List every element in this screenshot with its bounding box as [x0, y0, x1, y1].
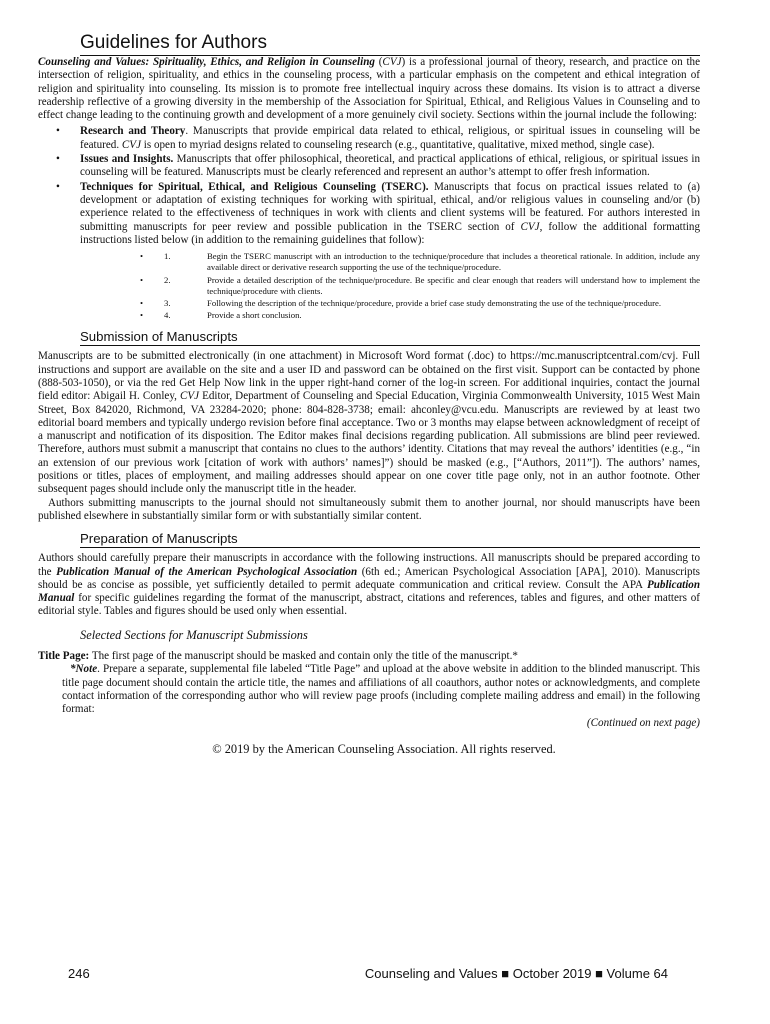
submission-heading: Submission of Manuscripts: [80, 329, 700, 346]
step-text: Following the description of the technique/procedure, provide a brief case study demonstrating the use of the technique/procedure.: [207, 297, 662, 308]
list-item: [122, 310, 700, 321]
intro-text: ) is a professional journal of theory, research, and practice on the intersection of religion, spirituality, and ethics in the counseling process, with a particular emphasis on the competent and ethical integration of religion and spirituality into counseling. Its mission is to promote free intellectual inquiry across these domains. Its vision is to attract a diverse readership reflective of a growing diversity in the membership of the Association for Spiritual, Ethical, and Religious Values in Counseling and to effect change leading to the continuing growth and development of a more genuinely civil society. Sections within the journal include the following:: [38, 56, 700, 122]
publication-manual-short: Publication Manual: [38, 578, 700, 605]
step-number: • 2.: [164, 274, 171, 285]
list-item: [122, 298, 700, 309]
journal-abbrev: CVJ: [179, 390, 200, 403]
submission-paragraph: [38, 350, 700, 496]
page-footer: [68, 966, 668, 982]
section-text: is open to myriad designs related to counseling research (e.g., quantitative, qualitative, mixed method, single case).: [141, 138, 655, 151]
section-italic: CVJ: [520, 220, 540, 233]
preparation-text: for specific guidelines regarding the format of the manuscript, abstract, citations and references, tables and figures, and other matters of editorial style. Tables and figures should be used only when essential.: [38, 592, 700, 618]
preparation-text: Authors should carefully prepare their manuscripts in accordance with the following instructions. All manuscripts should be prepared according to the: [38, 552, 700, 578]
step-text: Begin the TSERC manuscript with an introduction to the technique/procedure that includes a theoretical rationale. In addition, include any available direct or derivative research supporting the use of the technique/procedure.: [207, 251, 700, 273]
submission-text: Manuscripts are to be submitted electronically (in one attachment) in Microsoft Word format (.doc) to https://mc.manuscriptcentral.com/cvj. Full instructions and support are available on the site and a user ID and password can be obtained on the first visit. Support can be contacted by phone (888-503-1050), or via the red Get Help Now link in the upper right-hand corner of the log-in screen. For additional inquiries, contact the journal field editor: Abigail H. Conley,: [38, 350, 700, 403]
section-term: Techniques for Spiritual, Ethical, and Religious Counseling (TSERC).: [80, 180, 429, 193]
section-text: Manuscripts that focus on practical issues related to (a) development or adaptation of existing techniques for working with spiritual, ethical, and/or religious values in counseling and/or (b) experience related to the effectiveness of techniques in work with clients and client systems will be featured. For authors interested in submitting manuscripts for peer review and possible publication in the TSERC section of: [80, 180, 700, 233]
document-page: [38, 32, 700, 756]
note-text: . Prepare a separate, supplemental file labeled “Title Page” and upload at the above website in addition to the blinded manuscript. This title page document should contain the article title, the names and affiliations of all coauthors, author notes or acknowledgments, and complete contact information of the corresponding author who will review page proofs (including complete mailing address and email) in the following format:: [62, 663, 700, 716]
section-issues-insights: [38, 153, 700, 180]
page-number: 246: [68, 966, 90, 981]
section-term: Issues and Insights.: [80, 153, 174, 166]
sections-list: [38, 125, 700, 321]
preparation-heading: Preparation of Manuscripts: [80, 531, 700, 548]
step-number: • 1.: [164, 251, 171, 262]
step-number: • 4.: [164, 310, 171, 321]
continued-note: (Continued on next page): [586, 716, 700, 729]
publication-manual-title: Publication Manual of the American Psychological Association: [56, 565, 358, 578]
list-item: [122, 251, 700, 273]
copyright-notice: © 2019 by the American Counseling Association. All rights reserved.: [212, 741, 556, 756]
title-page-text: The first page of the manuscript should be masked and contain only the title of the manuscript.*: [89, 650, 518, 663]
journal-info: Counseling and Values ■ October 2019 ■ Volume 64: [364, 966, 668, 981]
step-text: Provide a detailed description of the technique/procedure. Be specific and clear enough that readers will understand how to implement the technique/procedure with clients.: [207, 274, 700, 296]
journal-name: Counseling and Values: Spirituality, Ethics, and Religion in Counseling: [38, 56, 375, 68]
preparation-paragraph: [38, 552, 700, 618]
page-title: Guidelines for Authors: [80, 32, 700, 56]
list-item: [122, 275, 700, 297]
note-paragraph: [38, 663, 700, 716]
selected-sections-subheading: Selected Sections for Manuscript Submissions: [80, 627, 308, 642]
title-page-label: Title Page:: [38, 650, 90, 663]
intro-abbrev-open: (: [374, 56, 383, 68]
step-text: Provide a short conclusion.: [207, 310, 302, 321]
section-text: , follow the additional formatting instructions listed below (in addition to the remaining guidelines that follow):: [80, 220, 700, 246]
preparation-text: (6th ed.; American Psychological Association [APA], 2010). Manuscripts should be as concise as possible, yet sufficiently detailed to permit adequate communication and critical review. Consult the APA: [38, 565, 700, 591]
submission-paragraph-2: Authors submitting manuscripts to the journal should not simultaneously submit them to another journal, nor should manuscripts have been published elsewhere in substantially similar form or with substantially similar content.: [38, 496, 700, 522]
section-text: Manuscripts that offer philosophical, theoretical, and practical applications of ethical, religious, or spiritual issues in counseling will be featured. Manuscripts must be clearly referenced and represent an author’s attempt to offer fresh information.: [80, 153, 700, 179]
journal-abbrev: CVJ: [382, 56, 402, 68]
note-label: *Note: [70, 663, 98, 676]
section-research-theory: [38, 125, 700, 152]
section-italic: CVJ: [121, 138, 141, 151]
step-number: • 3.: [164, 297, 171, 308]
title-page-paragraph: [38, 650, 700, 663]
section-term: Research and Theory: [80, 125, 186, 138]
section-text: . Manuscripts that provide empirical data related to ethical, religious, or spiritual issues in counseling will be featured.: [80, 125, 700, 151]
submission-text: Editor, Department of Counseling and Special Education, Virginia Commonwealth University, 1015 West Main Street, Box 842020, Richmond, VA 23284-2020; phone: 804-828-3738; email: ahconley@vcu.edu. Manuscripts are reviewed by at least two editorial board members and typically undergo revision before final acceptance. Two or 3 months may elapse between acknowledgment of receipt of a manuscript and notification of its disposition. The Editor makes final decisions regarding publication. All submissions are blind peer reviewed. Therefore, authors must submit a manuscript that contains no clues to the authors’ identity. Citations that may reveal the authors’ identities (e.g., “in an extension of our previous work [citation of work with authors’ names]”) should be masked (e.g., [“Authors, 2011”]). The authors’ names, positions or titles, places of employment, and mailing addresses should appear on one cover title page only, not in an author footnote. Other subsequent pages should include only the manuscript title in the header.: [38, 390, 700, 496]
section-tserc: [38, 181, 700, 322]
intro-paragraph: [38, 56, 700, 122]
tserc-steps-list: [122, 251, 700, 321]
